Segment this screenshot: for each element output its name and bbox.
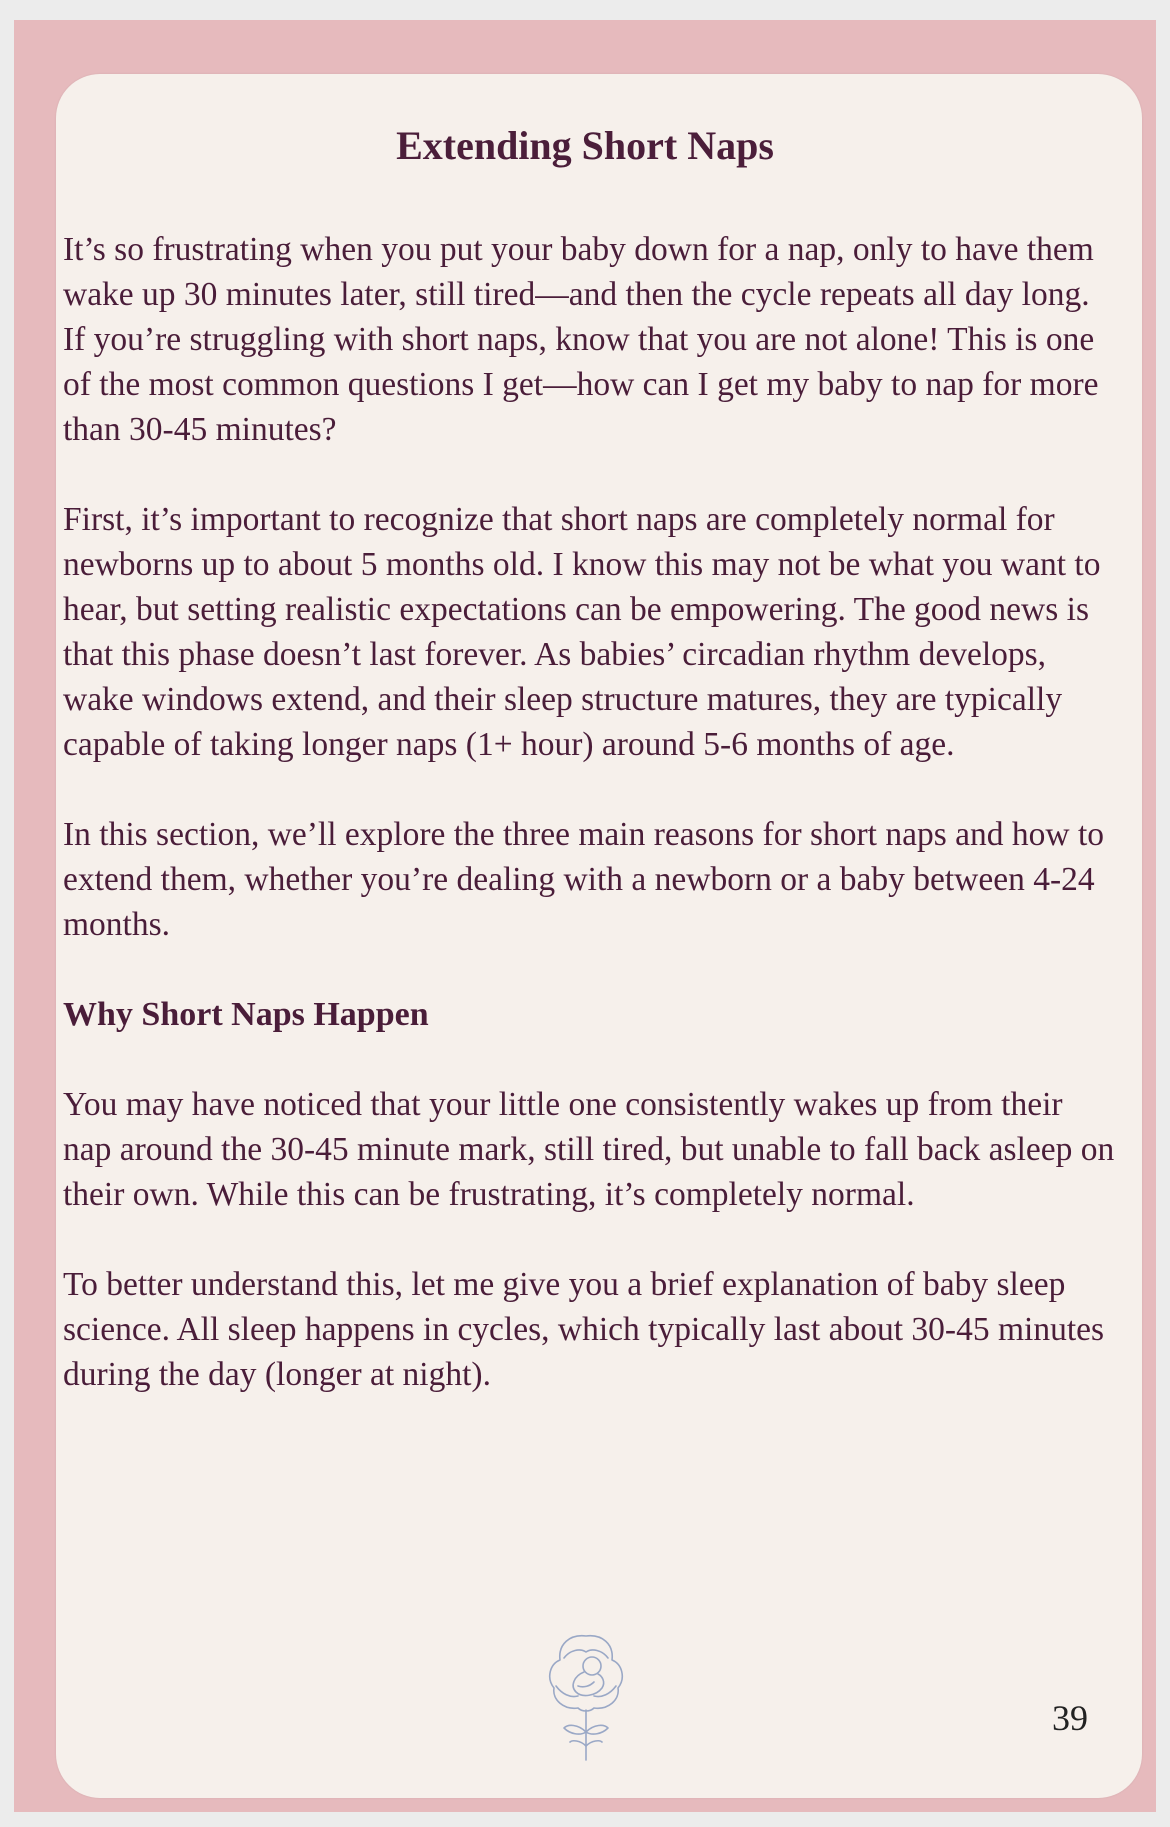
paragraph-intro: It’s so frustrating when you put your baby down for a nap, only to have them wake up 30 minutes later, still tired—and then the cycle repeats all day long. If you’re struggling with short naps, know that you are not alone! This is one of the most common questions I get—how can I get my baby to nap for more than 30-45 minutes?	[63, 231, 1099, 448]
paragraph-section-overview: In this section, we’ll explore the three main reasons for short naps and how to extend them, whether you’re dealing with a newborn or a baby between 4-24 months.	[63, 816, 1105, 943]
paragraph-wake-mark: You may have noticed that your little one consistently wakes up from their nap around the 30-45 minute mark, still tired, but unable to fall back asleep on their own. While this can be frustrating, it’s completely normal.	[63, 1086, 1115, 1213]
page-title: Extending Short Naps	[396, 123, 774, 168]
paragraph-normal-short-naps: First, it’s important to recognize that short naps are completely normal for newborns up to about 5 months old. I know this may not be what you want to hear, but setting realistic expectations can be empowering. The good news is that this phase doesn’t last forever. As babies’ circadian rhythm develops, wake windows extend, and their sleep structure matures, they are typically capable of taking longer naps (1+ hour) around 5-6 months of age.	[63, 501, 1101, 763]
page-content	[63, 227, 1118, 1442]
flower-baby-logo-icon	[540, 1628, 632, 1763]
subheading-why-short-naps: Why Short Naps Happen	[63, 996, 429, 1033]
page-number: 39	[1052, 1698, 1088, 1738]
paragraph-sleep-science: To better understand this, let me give you a brief explanation of baby sleep science. All sleep happens in cycles, which typically last about 30-45 minutes during the day (longer at night).	[63, 1266, 1105, 1393]
